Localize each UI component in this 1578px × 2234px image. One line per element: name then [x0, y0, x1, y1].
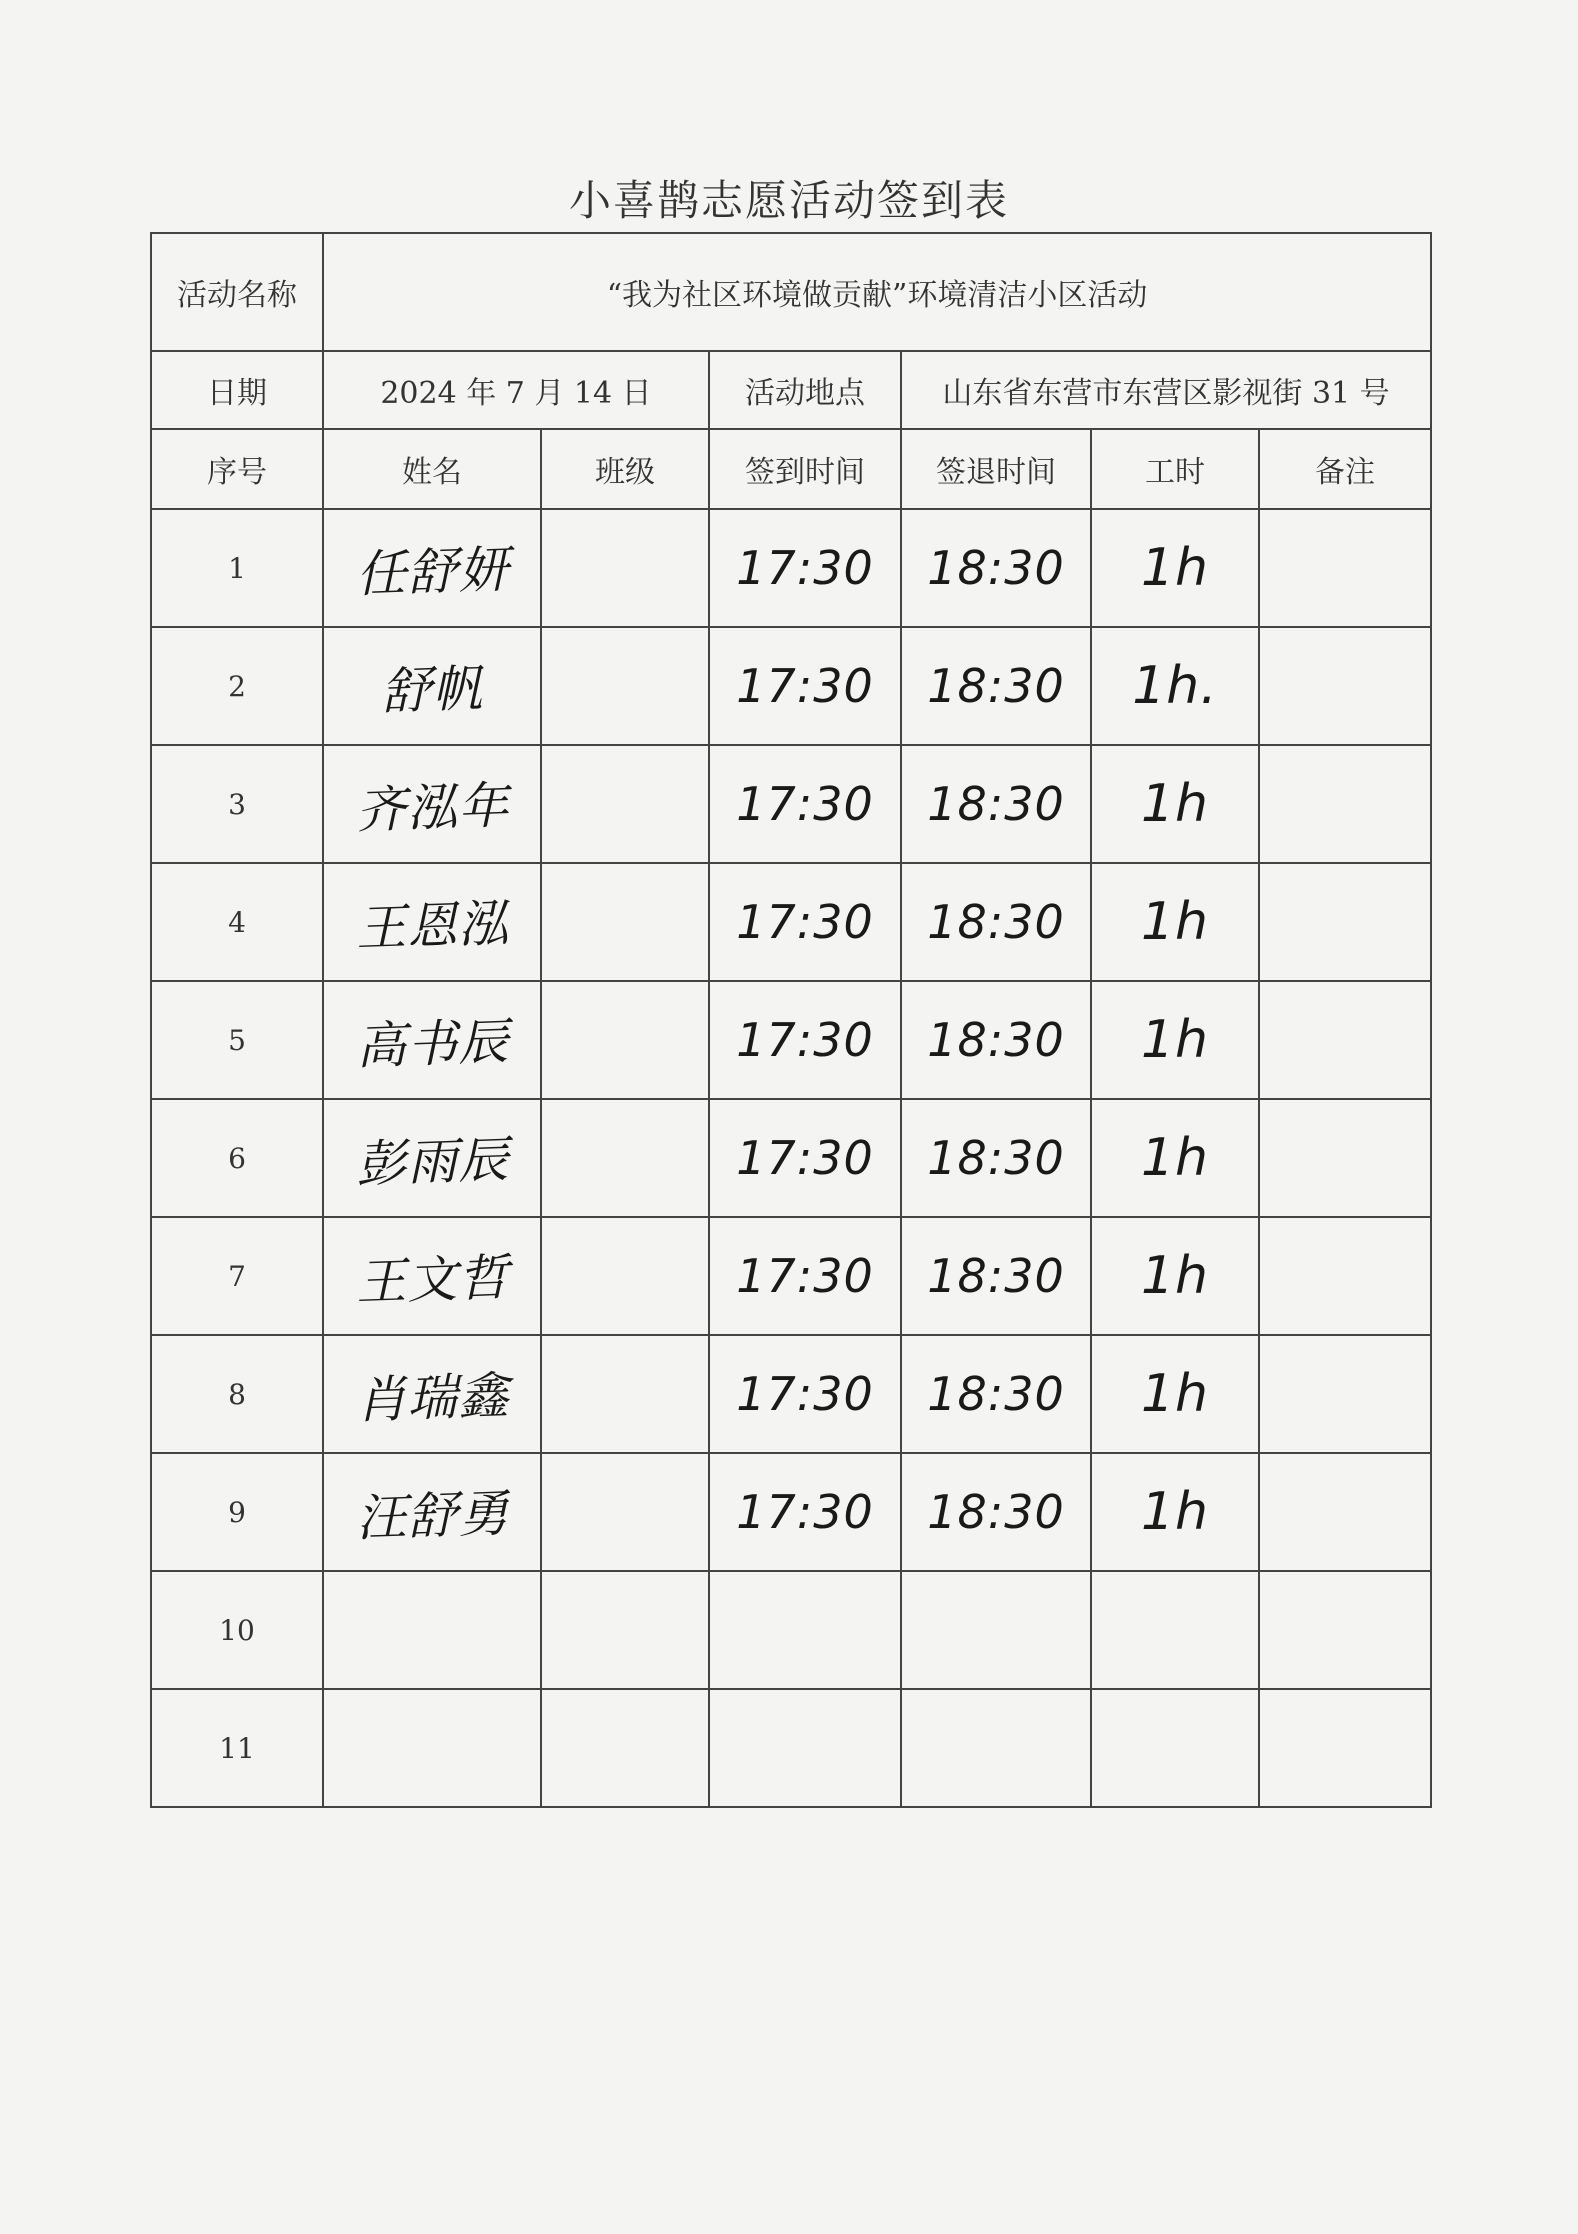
- col-header-class: 班级: [541, 429, 709, 509]
- row-no-cell: [151, 981, 323, 1099]
- table-row: [151, 627, 1431, 745]
- row-no: 3: [228, 787, 246, 821]
- row-hours: 1h: [1140, 1482, 1210, 1542]
- row-no-cell: [151, 1217, 323, 1335]
- row-sign-out: 18:30: [927, 1013, 1065, 1067]
- table-row: [151, 1453, 1431, 1571]
- col-header-sign-in: 签到时间: [709, 429, 901, 509]
- row-name-cell: [323, 1689, 541, 1807]
- row-no-cell: [151, 1335, 323, 1453]
- row-sign-in-cell: [709, 1453, 901, 1571]
- table-row: [151, 981, 1431, 1099]
- row-hours-cell: [1091, 745, 1259, 863]
- row-sign-out-cell: [901, 509, 1091, 627]
- row-no-cell: [151, 1453, 323, 1571]
- row-no: 9: [228, 1495, 246, 1529]
- row-sign-out-cell: [901, 745, 1091, 863]
- row-hours: 1h.: [1132, 656, 1218, 716]
- row-sign-out: 18:30: [927, 1131, 1065, 1185]
- activity-name-label: 活动名称: [151, 233, 323, 351]
- row-sign-in-cell: [709, 1689, 901, 1807]
- row-sign-out-cell: [901, 1099, 1091, 1217]
- row-no: 10: [219, 1613, 255, 1647]
- row-sign-in: 17:30: [736, 659, 874, 713]
- row-hours-cell: [1091, 863, 1259, 981]
- row-sign-out: 18:30: [927, 777, 1065, 831]
- row-hours-cell: [1091, 1571, 1259, 1689]
- row-sign-in-cell: [709, 745, 901, 863]
- row-name-cell: [323, 509, 541, 627]
- row-class-cell: [541, 745, 709, 863]
- row-sign-in-cell: [709, 1217, 901, 1335]
- row-no: 4: [228, 905, 246, 939]
- row-name-cell: [323, 1571, 541, 1689]
- row-sign-in-cell: [709, 981, 901, 1099]
- row-name: 肖瑞鑫: [354, 1366, 510, 1430]
- row-no: 8: [228, 1377, 246, 1411]
- row-name: 王文哲: [354, 1248, 510, 1312]
- row-hours-cell: [1091, 1453, 1259, 1571]
- row-hours-cell: [1091, 1217, 1259, 1335]
- row-note-cell: [1259, 627, 1431, 745]
- row-name-cell: [323, 627, 541, 745]
- row-sign-in: 17:30: [736, 895, 874, 949]
- row-note-cell: [1259, 1571, 1431, 1689]
- row-class-cell: [541, 627, 709, 745]
- row-sign-out: 18:30: [927, 895, 1065, 949]
- col-header-sign-out: 签退时间: [901, 429, 1091, 509]
- row-class-cell: [541, 1453, 709, 1571]
- row-name: 彭雨辰: [354, 1130, 510, 1194]
- row-sign-out-cell: [901, 627, 1091, 745]
- row-name-cell: [323, 1217, 541, 1335]
- table-row: [151, 509, 1431, 627]
- row-no-cell: [151, 1689, 323, 1807]
- row-hours-cell: [1091, 509, 1259, 627]
- row-sign-in: 17:30: [736, 541, 874, 595]
- row-class-cell: [541, 1217, 709, 1335]
- row-sign-out-cell: [901, 1217, 1091, 1335]
- row-class-cell: [541, 981, 709, 1099]
- table-row: [151, 1571, 1431, 1689]
- table-row: [151, 745, 1431, 863]
- table-row: [151, 1335, 1431, 1453]
- row-hours-cell: [1091, 1689, 1259, 1807]
- row-sign-in: 17:30: [736, 1485, 874, 1539]
- row-sign-in-cell: [709, 1571, 901, 1689]
- row-sign-in-cell: [709, 863, 901, 981]
- row-name: 任舒妍: [354, 540, 510, 604]
- row-sign-out: 18:30: [927, 1249, 1065, 1303]
- row-hours: 1h: [1140, 1128, 1210, 1188]
- location-label: 活动地点: [709, 351, 901, 429]
- row-no-cell: [151, 509, 323, 627]
- row-hours: 1h: [1140, 1246, 1210, 1306]
- row-name-cell: [323, 1099, 541, 1217]
- row-hours: 1h: [1140, 538, 1210, 598]
- row-class-cell: [541, 1571, 709, 1689]
- row-note-cell: [1259, 1217, 1431, 1335]
- document-title: 小喜鹊志愿活动签到表: [568, 176, 1009, 225]
- row-hours-cell: [1091, 1335, 1259, 1453]
- row-name-cell: [323, 981, 541, 1099]
- row-class-cell: [541, 1335, 709, 1453]
- location-value: 山东省东营市东营区影视街 31 号: [901, 351, 1431, 429]
- row-no: 6: [228, 1141, 246, 1175]
- row-hours: 1h: [1140, 1364, 1210, 1424]
- row-hours-cell: [1091, 981, 1259, 1099]
- table-row: [151, 863, 1431, 981]
- row-name-cell: [323, 1453, 541, 1571]
- row-note-cell: [1259, 1099, 1431, 1217]
- row-class-cell: [541, 1689, 709, 1807]
- row-sign-out: 18:30: [927, 541, 1065, 595]
- row-no: 5: [228, 1023, 246, 1057]
- row-name: 舒帆: [380, 659, 485, 721]
- row-hours: 1h: [1140, 892, 1210, 952]
- row-sign-in: 17:30: [736, 1249, 874, 1303]
- col-header-no: 序号: [151, 429, 323, 509]
- row-no-cell: [151, 1099, 323, 1217]
- date-location-row: [151, 351, 1431, 429]
- row-no: 7: [228, 1259, 246, 1293]
- row-sign-out-cell: [901, 1453, 1091, 1571]
- row-sign-out-cell: [901, 1571, 1091, 1689]
- row-name-cell: [323, 745, 541, 863]
- col-header-note: 备注: [1259, 429, 1431, 509]
- activity-name-value: “我为社区环境做贡献”环境清洁小区活动: [323, 233, 1431, 351]
- row-name-cell: [323, 863, 541, 981]
- row-no-cell: [151, 627, 323, 745]
- row-sign-out: 18:30: [927, 1367, 1065, 1421]
- row-sign-in: 17:30: [736, 1367, 874, 1421]
- row-no-cell: [151, 745, 323, 863]
- row-sign-in-cell: [709, 627, 901, 745]
- row-class-cell: [541, 509, 709, 627]
- row-sign-out-cell: [901, 863, 1091, 981]
- row-hours: 1h: [1140, 774, 1210, 834]
- row-class-cell: [541, 863, 709, 981]
- row-name: 齐泓年: [354, 776, 510, 840]
- row-sign-out-cell: [901, 1335, 1091, 1453]
- row-sign-in: 17:30: [736, 777, 874, 831]
- row-sign-in-cell: [709, 509, 901, 627]
- date-value: 2024 年 7 月 14 日: [323, 351, 709, 429]
- row-no: 1: [228, 551, 246, 585]
- row-note-cell: [1259, 1689, 1431, 1807]
- row-note-cell: [1259, 1335, 1431, 1453]
- row-hours-cell: [1091, 627, 1259, 745]
- row-sign-out-cell: [901, 1689, 1091, 1807]
- row-sign-in-cell: [709, 1099, 901, 1217]
- table-row: [151, 1217, 1431, 1335]
- table-row: [151, 1099, 1431, 1217]
- row-note-cell: [1259, 1453, 1431, 1571]
- row-sign-out: 18:30: [927, 659, 1065, 713]
- sign-in-table: [150, 232, 1432, 1808]
- row-note-cell: [1259, 509, 1431, 627]
- table-row: [151, 1689, 1431, 1807]
- row-sign-out-cell: [901, 981, 1091, 1099]
- col-header-hours: 工时: [1091, 429, 1259, 509]
- col-header-name: 姓名: [323, 429, 541, 509]
- row-hours: 1h: [1140, 1010, 1210, 1070]
- row-hours-cell: [1091, 1099, 1259, 1217]
- row-no: 11: [219, 1731, 255, 1765]
- row-sign-in: 17:30: [736, 1013, 874, 1067]
- date-label: 日期: [151, 351, 323, 429]
- row-sign-out: 18:30: [927, 1485, 1065, 1539]
- row-name: 高书辰: [354, 1012, 510, 1076]
- row-sign-in-cell: [709, 1335, 901, 1453]
- row-no: 2: [228, 669, 246, 703]
- row-name-cell: [323, 1335, 541, 1453]
- row-name: 汪舒勇: [354, 1484, 510, 1548]
- row-note-cell: [1259, 745, 1431, 863]
- row-sign-in: 17:30: [736, 1131, 874, 1185]
- row-name: 王恩泓: [354, 894, 510, 958]
- column-header-row: [151, 429, 1431, 509]
- activity-name-row: [151, 233, 1431, 351]
- row-class-cell: [541, 1099, 709, 1217]
- row-note-cell: [1259, 981, 1431, 1099]
- row-no-cell: [151, 1571, 323, 1689]
- row-note-cell: [1259, 863, 1431, 981]
- row-no-cell: [151, 863, 323, 981]
